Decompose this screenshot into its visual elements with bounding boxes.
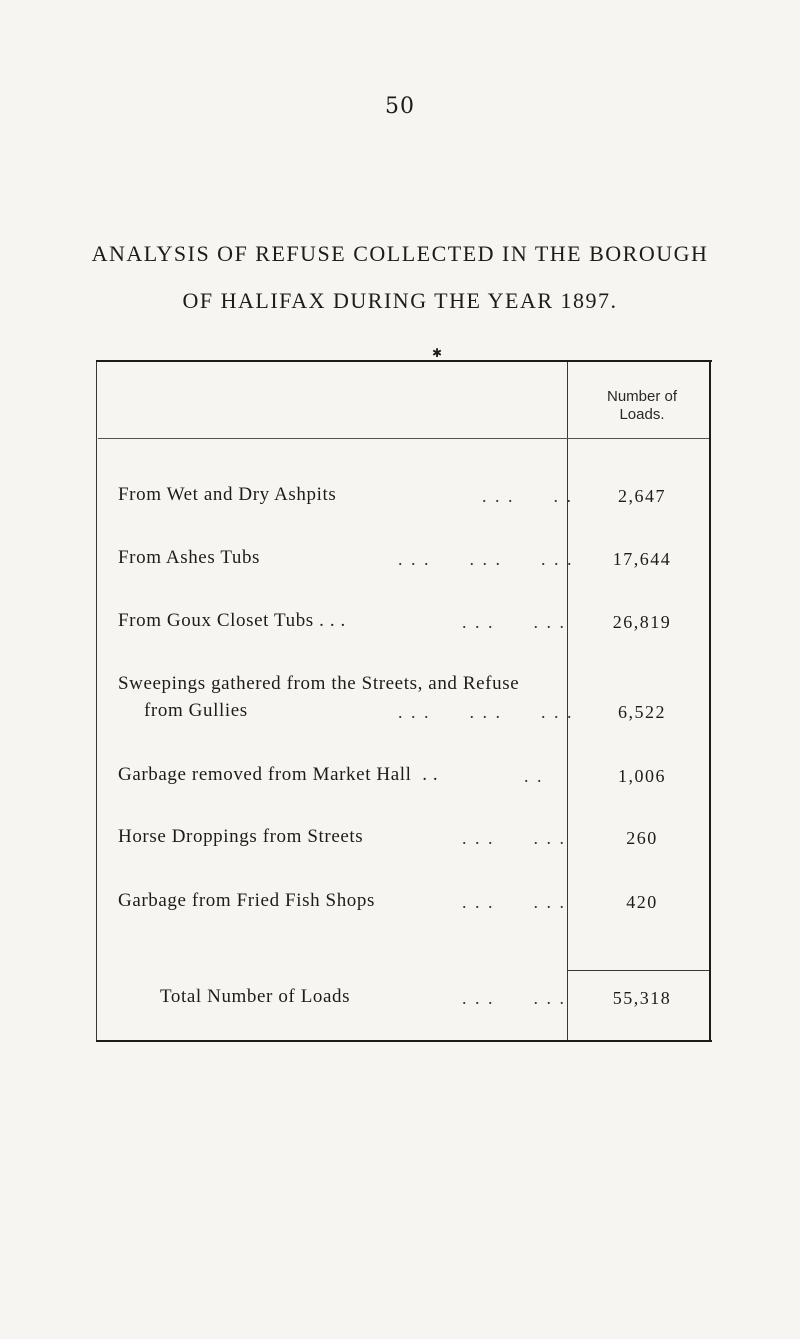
table-row-label: Garbage removed from Market Hall . . (118, 764, 439, 785)
table-row-label-line-1: Sweepings gathered from the Streets, and Refuse (118, 673, 520, 694)
table-row-label: Garbage from Fried Fish Shops (118, 890, 375, 911)
table-bottom-rule (96, 1040, 712, 1042)
leader-dots: . . . . . (482, 486, 573, 506)
column-header-number-of-loads (572, 388, 712, 424)
table-row-value: 26,819 (612, 612, 672, 632)
page-number: 50 (385, 94, 415, 119)
leader-dots: . . . . . . (462, 612, 566, 632)
column-divider (567, 362, 568, 1040)
leader-dots: . . (524, 766, 544, 786)
leader-dots: . . . . . . (462, 892, 566, 912)
table-row-value: 17,644 (612, 549, 672, 569)
total-label: Total Number of Loads (160, 986, 351, 1007)
leader-dots: . . . . . . . . . (398, 549, 574, 569)
table-row-value: 1,006 (618, 766, 666, 786)
leader-dots: . . . . . . (462, 988, 566, 1008)
table-row-value: 260 (626, 828, 658, 848)
leader-dots: . . . . . . (462, 828, 566, 848)
header-line-2: Loads. (619, 406, 665, 423)
title-line-1: ANALYSIS OF REFUSE COLLECTED IN THE BOROUGH (91, 241, 709, 266)
table-left-border (96, 362, 97, 1040)
table-top-rule (96, 360, 712, 362)
table-row-label-line-2: from Gullies (144, 700, 248, 721)
leader-dots: . . . . . . . . . (398, 702, 574, 722)
table-row-label: Horse Droppings from Streets (118, 826, 364, 847)
total-value: 55,318 (612, 988, 672, 1008)
table-row-value: 6,522 (618, 702, 666, 722)
star-ornament-icon: ✱ (432, 346, 443, 360)
table-right-border (709, 362, 711, 1040)
table-row-label: From Goux Closet Tubs . . . (118, 610, 346, 631)
table-row-value: 2,647 (618, 486, 666, 506)
table-row-label: From Wet and Dry Ashpits (118, 484, 337, 505)
table-row-value: 420 (626, 892, 658, 912)
table-row-label: From Ashes Tubs (118, 547, 261, 568)
total-rule (568, 970, 709, 971)
title-line-2: OF HALIFAX DURING THE YEAR 1897. (182, 288, 618, 313)
header-rule (98, 438, 709, 439)
header-line-1: Number of (606, 388, 678, 405)
